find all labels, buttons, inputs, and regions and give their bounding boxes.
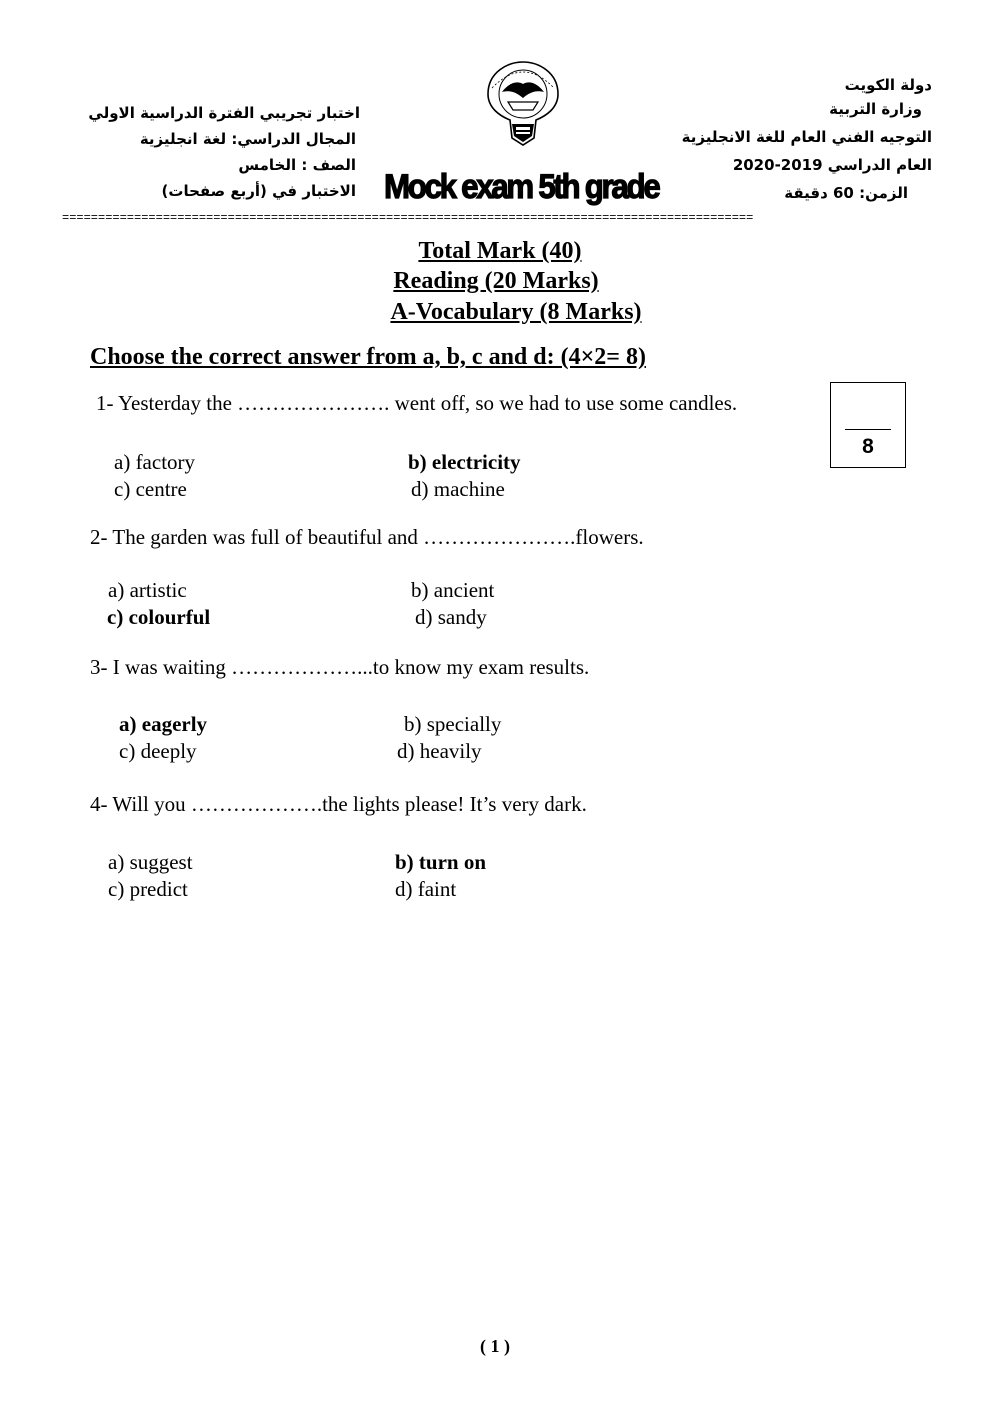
page-number: ( 1 ) [480,1336,510,1356]
q1-option-a[interactable]: a) factory [114,450,196,474]
header-time: الزمن: 60 دقيقة [784,184,908,202]
question-3: 3- I was waiting ………………...to know my exam results. [90,655,590,679]
vocabulary-title: A-Vocabulary (8 Marks) [390,299,642,325]
q4-option-b[interactable]: b) turn on [395,850,487,874]
q2-option-c[interactable]: c) colourful [107,605,211,629]
q3-option-d[interactable]: d) heavily [397,739,482,763]
question-4: 4- Will you ……………….the lights please! It’s very dark. [90,792,587,816]
header-year: العام الدراسي 2019-2020 [732,156,932,174]
reading-title: Reading (20 Marks) [393,268,599,294]
kuwait-emblem-icon [478,58,568,148]
instruction: Choose the correct answer from a, b, c and d: (4×2= 8) [90,344,646,370]
q3-option-c[interactable]: c) deeply [119,739,197,763]
q3-option-a[interactable]: a) eagerly [119,712,208,736]
question-2: 2- The garden was full of beautiful and ………………….flowers. [90,525,644,549]
score-line [845,429,891,430]
q2-option-a[interactable]: a) artistic [108,578,187,602]
question-1: 1- Yesterday the …………………. went off, so we had to use some candles. [96,391,738,415]
header-subject: المجال الدراسي: لغة انجليزية [139,130,356,148]
q4-option-c[interactable]: c) predict [108,877,188,901]
total-mark-title: Total Mark (40) [418,238,582,264]
q4-option-a[interactable]: a) suggest [108,850,193,874]
header-department: التوجيه الفني العام للغة الانجليزية [681,128,932,146]
q4-option-d[interactable]: d) faint [395,877,457,901]
score-value: 8 [862,435,874,458]
header-ministry: وزارة التربية [829,100,922,118]
score-box [830,382,906,468]
header-separator: ================================================================================================ [62,212,754,224]
q1-option-b[interactable]: b) electricity [408,450,521,474]
mock-exam-title: Mock exam 5th grade [384,168,659,206]
q2-option-d[interactable]: d) sandy [415,605,487,629]
header-exam: اختبار تجريبي الفترة الدراسية الاولي [88,104,360,122]
q1-option-d[interactable]: d) machine [411,477,505,501]
q3-option-b[interactable]: b) specially [404,712,502,736]
header-grade: الصف : الخامس [238,156,356,174]
header-pages: الاختبار في (أربع صفحات) [161,182,356,200]
q2-option-b[interactable]: b) ancient [411,578,495,602]
q1-option-c[interactable]: c) centre [114,477,187,501]
header-country: دولة الكويت [844,76,932,94]
